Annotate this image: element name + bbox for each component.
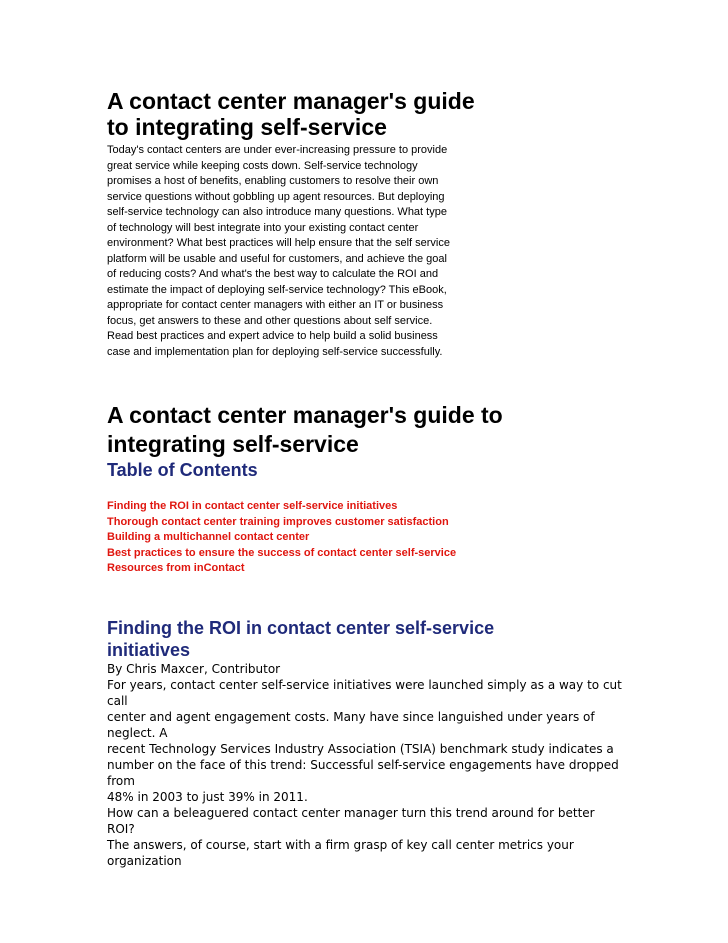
article-line: neglect. A — [107, 725, 168, 740]
article-body — [107, 661, 687, 869]
intro-line: of technology will best integrate into your existing contact center — [107, 221, 419, 234]
toc-link-roi[interactable]: Finding the ROI in contact center self-service initiatives — [107, 500, 398, 512]
toc-list — [107, 499, 687, 577]
intro-line: great service while keeping costs down. Self-service technology — [107, 159, 418, 172]
article-line: The answers, of course, start with a firm grasp of key call center metrics your — [107, 837, 574, 852]
intro-paragraph — [107, 143, 687, 360]
intro-section — [107, 88, 687, 360]
toc-link-training[interactable]: Thorough contact center training improves customer satisfaction — [107, 515, 449, 528]
toc-link-resources[interactable]: Resources from inContact — [107, 562, 245, 574]
section-title-line: A contact center manager's guide to — [107, 402, 503, 428]
intro-title — [107, 88, 687, 140]
toc-link-best-practices[interactable]: Best practices to ensure the success of contact center self-service — [107, 546, 457, 559]
document-page — [107, 88, 687, 869]
intro-line: estimate the impact of deploying self-service technology? This eBook, — [107, 283, 447, 296]
article-line: For years, contact center self-service initiatives were launched simply as a way to cut — [107, 677, 622, 692]
article-title — [107, 617, 687, 661]
intro-title-line: A contact center manager's guide — [107, 88, 475, 114]
toc-section — [107, 401, 687, 577]
intro-line: service questions without gobbling up agent resources. But deploying — [107, 190, 445, 203]
article-title-line: initiatives — [107, 639, 191, 660]
intro-line: case and implementation plan for deploying self-service successfully. — [107, 345, 443, 358]
section-title-line: integrating self-service — [107, 431, 359, 457]
intro-line: Read best practices and expert advice to help build a solid business — [107, 330, 438, 342]
intro-line: Today's contact centers are under ever-increasing pressure to provide — [107, 144, 448, 156]
toc-heading: Table of Contents — [107, 460, 258, 480]
article-title-line: Finding the ROI in contact center self-service — [107, 617, 495, 638]
toc-link-multichannel[interactable]: Building a multichannel contact center — [107, 531, 310, 543]
article-line: How can a beleaguered contact center manager turn this trend around for better — [107, 805, 595, 820]
article-line: 48% in 2003 to just 39% in 2011. — [107, 789, 308, 804]
intro-line: focus, get answers to these and other questions about self service. — [107, 314, 433, 327]
article-line: center and agent engagement costs. Many have since languished under years of — [107, 709, 595, 724]
intro-line: platform will be usable and useful for customers, and achieve the goal — [107, 252, 447, 265]
article-line: from — [107, 773, 135, 788]
article-line: recent Technology Services Industry Association (TSIA) benchmark study indicates a — [107, 741, 614, 756]
section-title — [107, 401, 687, 459]
article-section — [107, 617, 687, 869]
article-line: organization — [107, 853, 182, 868]
article-byline: By Chris Maxcer, Contributor — [107, 661, 281, 676]
intro-line: promises a host of benefits, enabling customers to resolve their own — [107, 175, 439, 187]
article-line: number on the face of this trend: Successful self-service engagements have dropped — [107, 757, 619, 772]
intro-title-line: to integrating self-service — [107, 114, 387, 140]
article-line: call — [107, 693, 128, 708]
intro-line: of reducing costs? And what's the best way to calculate the ROI and — [107, 268, 439, 280]
intro-line: self-service technology can also introduce many questions. What type — [107, 206, 447, 218]
intro-line: appropriate for contact center managers with either an IT or business — [107, 299, 444, 311]
article-line: ROI? — [107, 821, 135, 836]
intro-line: environment? What best practices will help ensure that the self service — [107, 237, 450, 249]
